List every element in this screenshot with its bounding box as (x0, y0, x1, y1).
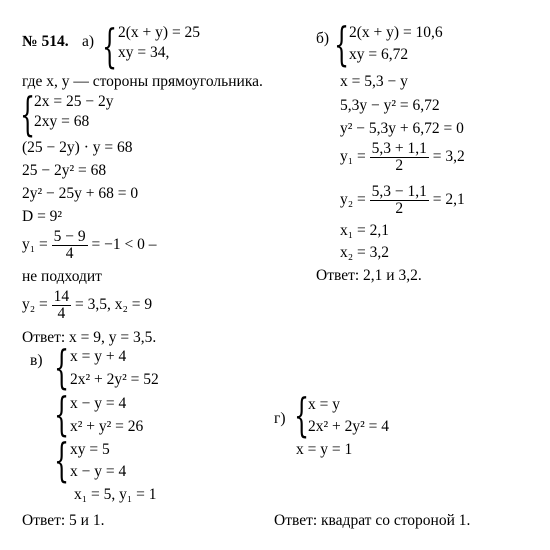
equation-line: 5,3y − y² = 6,72 (340, 97, 440, 114)
equation-line: 2x² + 2y² = 4 (308, 418, 390, 435)
equation-line: 2(x + y) = 25 (118, 24, 201, 41)
equation-line: x − y = 4 (70, 395, 127, 412)
equation-line: 2(x + y) = 10,6 (349, 24, 443, 41)
equation-line: 2xy = 68 (34, 113, 90, 130)
equation-line: y² − 5,3y + 6,72 = 0 (340, 120, 464, 137)
note-text: где x, y — стороны прямоугольника. (22, 73, 263, 90)
equation-line: xy = 6,72 (349, 46, 409, 63)
answer-text: Ответ: квадрат со стороной 1. (274, 512, 471, 529)
part-a-label: а) (82, 33, 95, 50)
equation-line: x₁ = 5, y₁ = 1 (74, 486, 157, 503)
answer-text: Ответ: 2,1 и 3,2. (316, 267, 422, 284)
fraction (370, 184, 429, 217)
numerator: 5 − 9 (53, 227, 86, 245)
numerator: 14 (53, 287, 70, 305)
equation-line: 2x² + 2y² = 52 (70, 371, 159, 388)
brace-symbol: { (54, 433, 70, 488)
equation-line: xy = 5 (70, 441, 110, 458)
answer-text: Ответ: 5 и 1. (22, 512, 105, 529)
problem-number: № 514. (22, 33, 69, 50)
fraction (370, 141, 429, 174)
fraction-rhs: = 3,2 (432, 148, 465, 165)
fraction-lhs: y₁ = (22, 236, 48, 253)
fraction-lhs: y₂ = (340, 191, 366, 208)
equation-line: x = y + 4 (70, 348, 127, 365)
brace-symbol: { (54, 387, 70, 442)
equation-line: x − y = 4 (70, 463, 127, 480)
equation-line: (25 − 2y) · y = 68 (22, 139, 133, 156)
brace-symbol: { (54, 340, 70, 395)
denominator: 2 (395, 199, 404, 217)
equation-line: D = 9² (22, 208, 63, 225)
part-b-label: б) (316, 30, 330, 47)
equation-line: xy = 34, (118, 44, 170, 61)
fraction-equation (22, 288, 152, 322)
denominator: 4 (65, 244, 74, 262)
fraction-rhs: = 3,5, x₂ = 9 (75, 296, 153, 313)
equation-line: x = 5,3 − y (340, 73, 408, 90)
brace-symbol: { (102, 19, 118, 74)
numerator: 5,3 + 1,1 (371, 139, 427, 157)
fraction (52, 229, 88, 262)
fraction-lhs: y₁ = (340, 148, 366, 165)
fraction-equation (22, 228, 157, 262)
brace-symbol: { (334, 17, 350, 72)
fraction-rhs: = −1 < 0 – (91, 236, 157, 253)
fraction-rhs: = 2,1 (432, 191, 465, 208)
brace-symbol: { (20, 87, 36, 142)
equation-line: x² + y² = 26 (70, 418, 144, 435)
denominator: 2 (395, 156, 404, 174)
equation-line: 25 − 2y² = 68 (22, 162, 107, 179)
fraction (52, 289, 72, 322)
numerator: 5,3 − 1,1 (371, 182, 427, 200)
part-g-label: г) (274, 410, 286, 427)
fraction-equation (340, 140, 465, 174)
equation-line: 2x = 25 − 2y (34, 93, 114, 110)
equation-line: x = y (308, 396, 340, 413)
fraction-lhs: y₂ = (22, 296, 48, 313)
equation-line: x₁ = 2,1 (340, 222, 390, 239)
fraction-equation (340, 183, 465, 217)
reject-text: не подходит (22, 268, 102, 285)
equation-line: 2y² − 25y + 68 = 0 (22, 185, 139, 202)
part-v-label: в) (30, 352, 43, 369)
answer-text: Ответ: x = 9, y = 3,5. (22, 329, 157, 346)
equation-line: x = y = 1 (296, 441, 353, 458)
brace-symbol: { (294, 388, 310, 443)
equation-line: x₂ = 3,2 (340, 244, 390, 261)
denominator: 4 (57, 304, 66, 322)
